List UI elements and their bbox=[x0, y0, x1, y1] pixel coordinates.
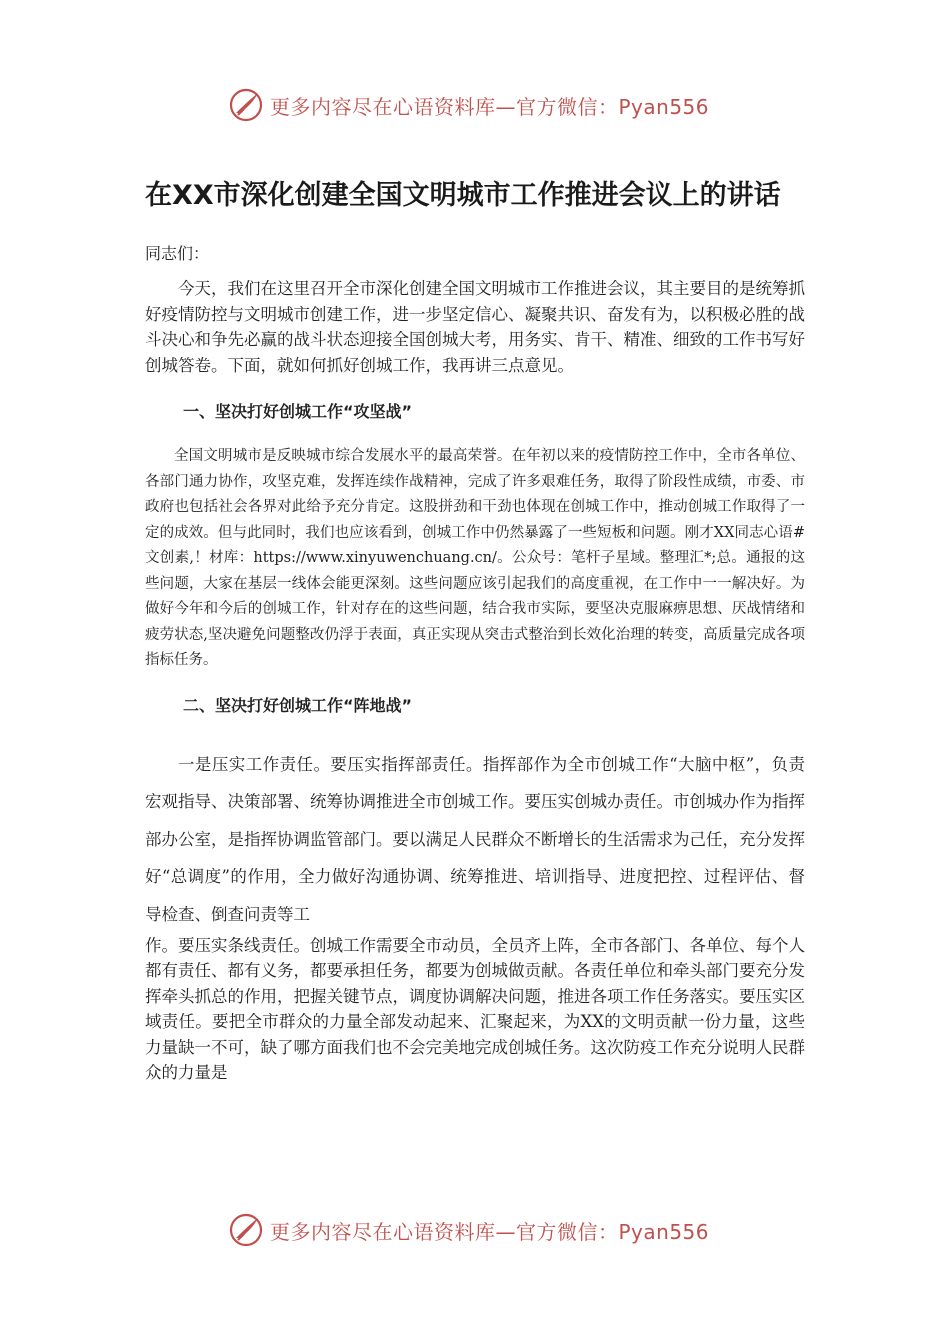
document-title: 在XX市深化创建全国文明城市工作推进会议上的讲话 bbox=[145, 180, 781, 211]
section-heading-2: 二、坚决打好创城工作“阵地战” bbox=[183, 695, 413, 715]
banner-text: 更多内容尽在心语资料库—官方微信：Pyan556 bbox=[270, 1219, 710, 1244]
intro-paragraph: 今天，我们在这里召开全市深化创建全国文明城市工作推进会议，其主要目的是统筹抓好疫情防控与文明城市创建工作，进一步坚定信心、凝聚共识、奋发有为，以积极必胜的战斗决心和争先必赢的战斗状态迎接全国创城大考，用务实、肯干、精准、细致的工作书写好创城答卷。下面，就如何抓好创城工作，我再讲三点意见。 bbox=[145, 279, 805, 375]
header-banner bbox=[228, 83, 709, 127]
section-heading-1: 一、坚决打好创城工作“攻坚战” bbox=[183, 402, 413, 421]
banner-text: 更多内容尽在心语资料库—官方微信：Pyan556 bbox=[270, 94, 710, 119]
section-1-paragraph: 全国文明城市是反映城市综合发展水平的最高荣誉。在年初以来的疫情防控工作中，全市各单位、各部门通力协作，攻坚克难，发挥连续作战精神，完成了许多艰难任务，取得了阶段性成绩，市委、市政府也包括社会各界对此给予充分肯定。这股拼劲和干劲也体现在创城工作中，推动创城工作取得了一定的成效。但与此同时，我们也应该看到，创城工作中仍然暴露了一些短板和问题。刚才XX同志心语#文创素,！材库：https://www.xinyuwenchuang.cn/。公众号：笔杆子星域。整理汇*;总。通报的这些问题，大家在基层一线体会能更深刻。这些问题应该引起我们的高度重视，在工作中一一解决好。为做好今年和今后的创城工作，针对存在的这些问题，结合我市实际，要坚决克服麻痹思想、厌战情绪和疲劳状态,坚决避免问题整改仍浮于表面，真正实现从突击式整治到长效化治理的转变，高质量完成各项指标任务。 bbox=[145, 448, 805, 668]
quill-logo-icon bbox=[228, 87, 264, 123]
document-body bbox=[145, 170, 805, 1085]
section-2-paragraph-a: 一是压实工作责任。要压实指挥部责任。指挥部作为全市创城工作“大脑中枢”，负责宏观指导、决策部署、统筹协调推进全市创城工作。要压实创城办责任。市创城办作为指挥部办公室，是指挥协调监管部门。要以满足人民群众不断增长的生活需求为己任，充分发挥好“总调度”的作用，全力做好沟通协调、统筹推进、培训指导、进度把控、过程评估、督导检查、倒查问责等工 bbox=[145, 754, 805, 924]
footer-banner bbox=[228, 1208, 709, 1252]
quill-logo-icon bbox=[228, 1212, 264, 1248]
salutation: 同志们： bbox=[145, 244, 210, 263]
section-2-paragraph-b: 作。要压实条线责任。创城工作需要全市动员，全员齐上阵，全市各部门、各单位、每个人都有责任、都有义务，都要承担任务，都要为创城做贡献。各责任单位和牵头部门要充分发挥牵头抓总的作用，把握关键节点，调度协调解决问题，推进各项工作任务落实。要压实区域责任。要把全市群众的力量全部发动起来、汇聚起来，为XX的文明贡献一份力量，这些力量缺一不可，缺了哪方面我们也不会完美地完成创城任务。这次防疫工作充分说明人民群众的力量是 bbox=[145, 936, 805, 1083]
